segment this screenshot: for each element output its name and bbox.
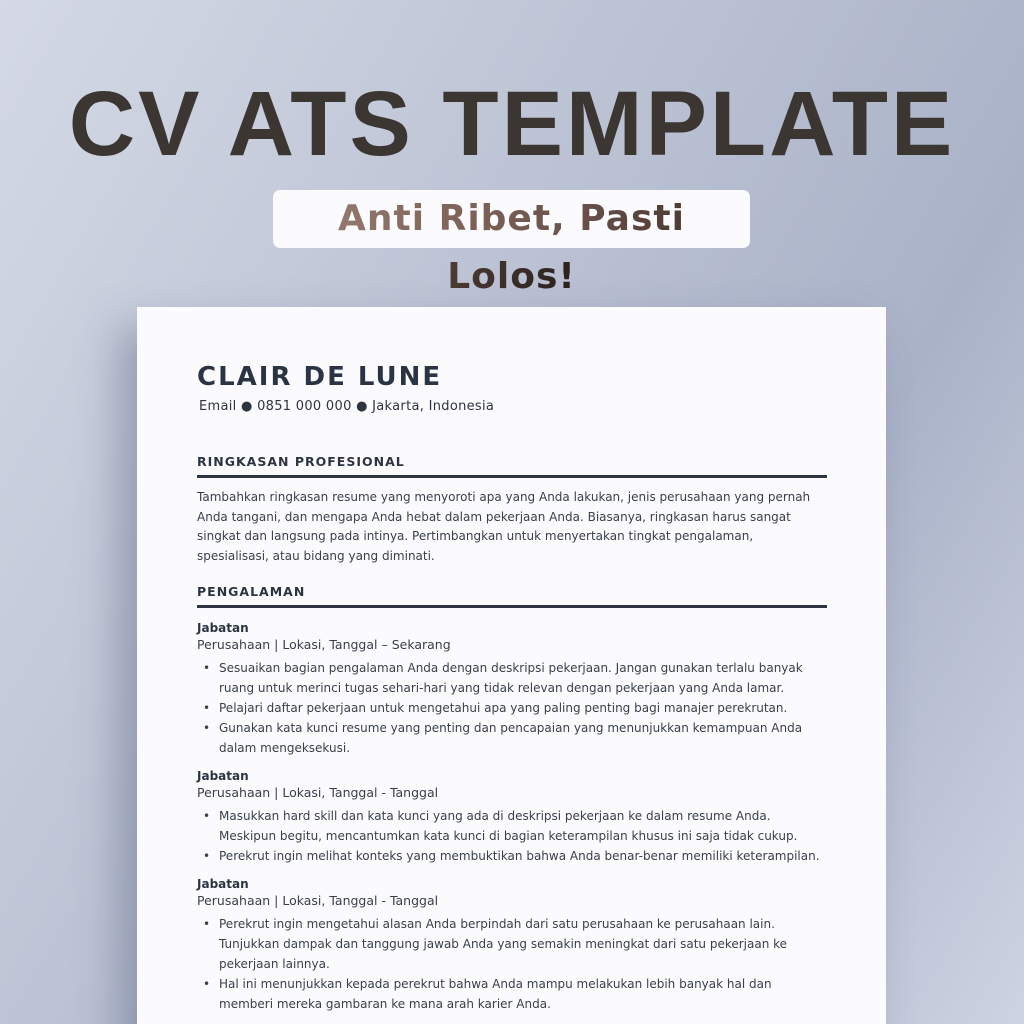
job-entry: [197, 769, 827, 866]
experience-list: [197, 621, 827, 1014]
job-meta: Perusahaan | Lokasi, Tanggal – Sekarang: [197, 637, 451, 652]
job-bullet: • Perekrut ingin melihat konteks yang membuktikan bahwa Anda benar-benar memiliki keterampilan.: [197, 846, 827, 866]
banner-title: CV ATS TEMPLATE: [68, 73, 956, 175]
job-entry: [197, 621, 827, 758]
cv-page: [137, 307, 886, 1024]
experience-heading: PENGALAMAN: [197, 584, 827, 608]
job-entry: [197, 877, 827, 1014]
job-meta: Perusahaan | Lokasi, Tanggal - Tanggal: [197, 893, 439, 908]
summary-text: Tambahkan ringkasan resume yang menyoroti apa yang Anda lakukan, jenis perusahaan yang pernah Anda tangani, dan mengapa Anda hebat dalam pekerjaan Anda. Biasanya, ringkasan harus sangat singkat dan langsung pada intinya. Pertimbangkan untuk menyertakan tingkat pengalaman, spesialisasi, atau bidang yang diminati.: [197, 490, 811, 563]
job-bullet: • Gunakan kata kunci resume yang penting dan pencapaian yang menunjukkan kemampuan Anda dalam mengeksekusi.: [197, 718, 827, 758]
job-meta: Perusahaan | Lokasi, Tanggal - Tanggal: [197, 785, 439, 800]
job-title: Jabatan: [197, 769, 249, 783]
job-bullet: • Perekrut ingin mengetahui alasan Anda berpindah dari satu perusahaan ke perusahaan lain. Tunjukkan dampak dan tanggung jawab Anda yang semakin meningkat dari satu pekerjaan ke pekerjaan lainnya.: [197, 914, 827, 974]
summary-heading: RINGKASAN PROFESIONAL: [197, 454, 827, 478]
cv-contact: Email ● 0851 000 000 ● Jakarta, Indonesia: [199, 399, 495, 414]
job-bullet: • Hal ini menunjukkan kepada perekrut bahwa Anda mampu melakukan lebih banyak hal dan memberi mereka gambaran ke mana arah karier Anda.: [197, 974, 827, 1014]
banner-subtitle: Anti Ribet, Pasti Lolos!: [273, 190, 750, 248]
job-bullet: • Pelajari daftar pekerjaan untuk mengetahui apa yang paling penting bagi manajer perekrutan.: [197, 698, 827, 718]
job-title: Jabatan: [197, 621, 249, 635]
job-title: Jabatan: [197, 877, 249, 891]
job-bullet: • Masukkan hard skill dan kata kunci yang ada di deskripsi pekerjaan ke dalam resume Anda. Meskipun begitu, mencantumkan kata kunci di bagian keterampilan khusus ini saja tidak cukup.: [197, 806, 827, 846]
cv-name: CLAIR DE LUNE: [197, 362, 443, 392]
job-bullet: • Sesuaikan bagian pengalaman Anda dengan deskripsi pekerjaan. Jangan gunakan terlalu banyak ruang untuk merinci tugas sehari-hari yang tidak relevan dengan pekerjaan yang Anda lamar.: [197, 658, 827, 698]
